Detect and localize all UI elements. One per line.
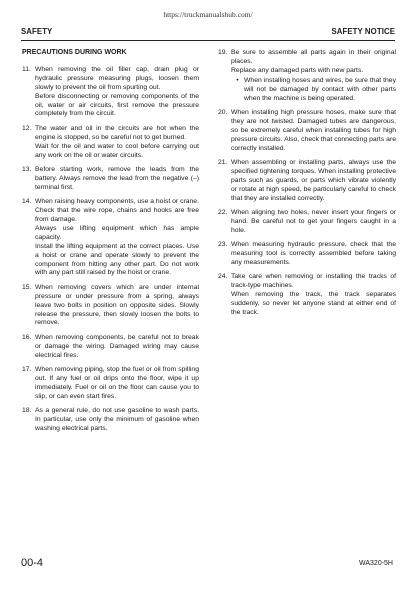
item-paragraph: Always use lifting equipment which has ample capacity. [35, 224, 199, 241]
item-body [35, 366, 199, 402]
header-title: SAFETY NOTICE [331, 27, 395, 36]
item-number: 21. [218, 158, 228, 166]
item-body [231, 273, 396, 318]
precaution-item [218, 209, 396, 236]
right-column [218, 49, 396, 323]
left-column [22, 49, 199, 439]
precaution-item [22, 366, 199, 402]
item-paragraph: Install the lifting equipment at the correct places. Use a hoist or crane and operate slowly to prevent the component from hitting any other part. Do not work with any part still raised by the hoist or crane. [35, 242, 199, 277]
item-paragraph: As a general rule, do not use gasoline to wash parts. In particular, use only the minimum of gasoline when washing electrical parts. [35, 407, 199, 433]
item-body [35, 125, 199, 161]
item-body [35, 66, 199, 119]
item-body [231, 209, 396, 236]
item-body [231, 49, 396, 103]
item-paragraph: Take care when removing or installing the tracks of track-type machines. [231, 273, 396, 290]
item-paragraph: When removing covers which are under internal pressure or under pressure from a spring, always leave two bolts in position on opposite sides. Slowly release the pressure, then slowly loosen the bolts to remove. [35, 283, 199, 327]
item-paragraph: When aligning two holes, never insert your fingers or hand. Be careful not to get your fingers caught in a hole. [231, 209, 396, 234]
precaution-item [218, 109, 396, 154]
precaution-item [218, 241, 396, 268]
item-number: 20. [218, 108, 228, 116]
precaution-item [22, 125, 199, 161]
item-number: 12. [22, 124, 32, 132]
item-body [231, 159, 396, 204]
item-paragraph: When removing piping, stop the fuel or oil from spilling out. If any fuel or oil drips onto the floor, wipe it up immediately. Fuel or oil on the floor can cause you to slip, or can even start fires. [35, 366, 199, 400]
page-number: 00-4 [21, 557, 44, 569]
item-paragraph: Before starting work, remove the leads from the battery. Always remove the lead from the negative (–) terminal first. [35, 165, 199, 191]
section-title: PRECAUTIONS DURING WORK [22, 49, 127, 56]
item-paragraph: Replace any damaged parts with new parts. [231, 66, 364, 74]
precaution-item [218, 159, 396, 204]
precaution-item [22, 334, 199, 361]
item-number: 17. [22, 366, 32, 374]
source-url[interactable]: https://truckmanualshub.com/ [163, 10, 253, 19]
item-body [35, 334, 199, 361]
item-number: 11. [22, 65, 31, 73]
item-paragraph: Wait for the oil and water to cool before carrying out any work on the oil or water circuits. [35, 142, 199, 159]
item-paragraph: When raising heavy components, use a hoist or crane. [35, 198, 199, 206]
item-paragraph: The water and oil in the circuits are hot when the engine is stopped, so be careful not to get burned. [35, 124, 199, 141]
item-number: 24. [218, 273, 228, 281]
precaution-item [22, 284, 199, 329]
item-number: 22. [218, 209, 228, 216]
item-paragraph: When assembling or installing parts, always use the specified tightening torques. When installing protective parts such as guards, or parts which vibrate violently or rotate at high speed, be particularly careful to check that they are installed correctly. [231, 158, 396, 202]
precaution-item [218, 273, 396, 318]
item-paragraph: When removing the track, the track separates suddenly, so never let anyone stand at either end of the track. [231, 291, 396, 317]
model-code: WA320-5H [359, 560, 393, 567]
precaution-item [22, 198, 199, 278]
precaution-item [22, 407, 199, 434]
item-number: 14. [22, 198, 32, 206]
item-paragraph: When removing components, be careful not to break or damage the wiring. Damaged wiring may cause electrical fires. [35, 333, 199, 359]
item-body [35, 166, 199, 193]
item-number: 18. [22, 407, 32, 415]
item-body [231, 109, 396, 154]
item-body [35, 198, 199, 278]
precaution-item [22, 66, 199, 119]
item-paragraph: Be sure to assemble all parts again in their original places. [231, 49, 396, 65]
item-body [35, 284, 199, 329]
item-number: 13. [22, 165, 32, 173]
header-rule [21, 40, 395, 41]
bullet-text: When installing hoses and wires, be sure that they will not be damaged by contact with other parts when the machine is being operated. [244, 76, 396, 102]
bullet-mark: • [236, 76, 239, 84]
item-paragraph: When measuring hydraulic pressure, check that the measuring tool is correctly assembled before taking any measurements. [231, 241, 396, 267]
item-number: 15. [22, 283, 32, 291]
bullet-point [231, 77, 396, 104]
item-paragraph: When removing the oil filler cap, drain plug or hydraulic pressure measuring plugs, loosen them slowly to prevent the oil from spurting out. [35, 65, 199, 91]
item-body [231, 241, 396, 268]
header-section: SAFETY [21, 27, 53, 36]
item-paragraph: When installing high pressure hoses, make sure that they are not twisted. Damaged tubes are dangerous, so be extremely careful when installing tubes for high pressure circuits. Also, check that connecting parts are correctly installed. [231, 108, 396, 152]
item-number: 16. [22, 333, 32, 341]
page-header [21, 27, 395, 39]
item-body [35, 407, 199, 434]
item-number: 23. [218, 241, 228, 249]
item-paragraph: Check that the wire rope, chains and hooks are free from damage. [35, 207, 199, 223]
item-number: 19. [218, 49, 228, 56]
precaution-item [218, 49, 396, 103]
precaution-item [22, 166, 199, 193]
item-paragraph: Before disconnecting or removing components of the oil, water or air circuits, first remove the pressure completely from the circuit. [35, 92, 199, 118]
